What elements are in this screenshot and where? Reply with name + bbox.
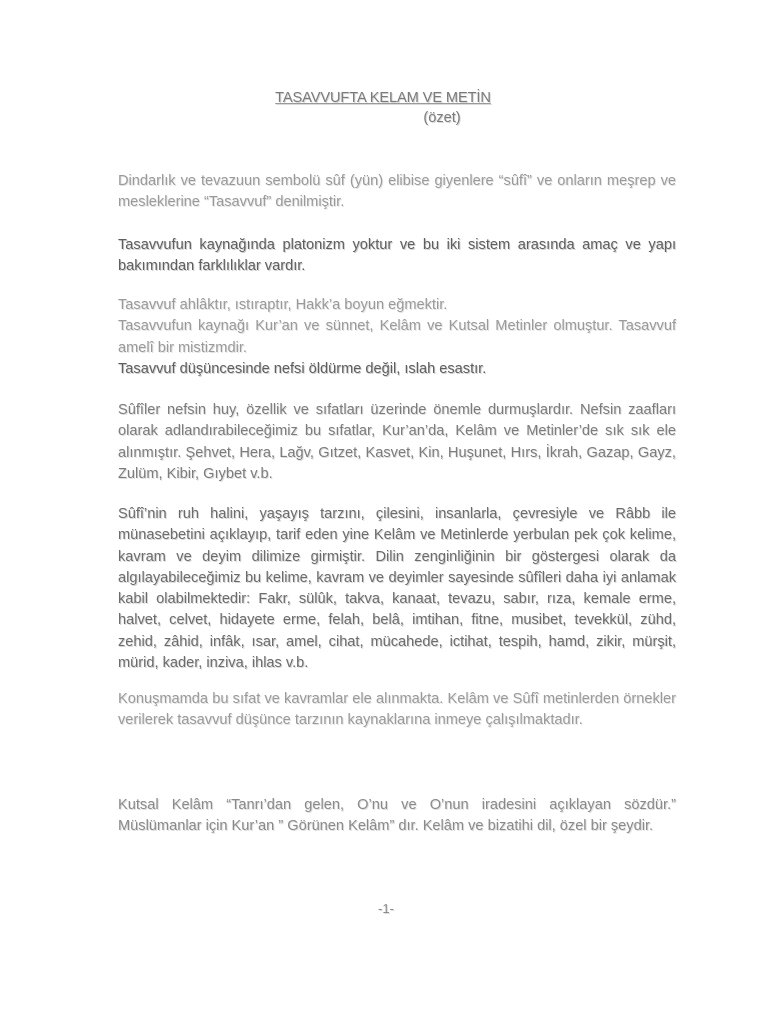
document-subtitle: (özet): [423, 110, 461, 126]
paragraph-2: Tasavvufun kaynağında platonizm yoktur ve bu iki sistem arasında amaç ve yapı bakımından farklılıklar vardır.: [118, 237, 676, 275]
paragraph-5: Sûfî’nin ruh halini, yaşayış tarzını, çilesini, insanlarla, çevresiyle ve Râbb ile münasebetini açıklayıp, tarif eden yine Kelâm ve Metinlerde yerbulan pek çok kelime, kavram ve deyim dilimize girmiştir. Dilin zenginliğinin bir göstergesi olarak da algılayabileceğimiz bu kelime, kavram ve deyimler sayesinde sûfîleri daha iyi anlamak kabil olabilmektedir: Fakr, sülûk, takva, kanaat, tevazu, sabır, rıza, kemale erme, halvet, celvet, hidayete erme, felah, belâ, imtihan, fitne, musibet, tevekkül, zühd, zehid, zâhid, infâk, ısar, amel, cihat, mücahede, ictihat, tespih, hamd, zikir, mürşit, mürid, kader, inziva, ihlas v.b.: [118, 506, 676, 672]
paragraph-6: Konuşmamda bu sıfat ve kavramlar ele alınmakta. Kelâm ve Sûfî metinlerden örnekler verilerek tasavvuf düşünce tarzının kaynaklarına inmeye çalışılmaktadır.: [118, 691, 676, 729]
paragraph-1: Dindarlık ve tevazuun sembolü sûf (yün) elibise giyenlere “sûfî” ve onların meşrep ve mesleklerine “Tasavvuf” denilmiştir.: [118, 173, 676, 211]
paragraph-4: Sûfîler nefsin huy, özellik ve sıfatları üzerinde önemle durmuşlardır. Nefsin zaafları olarak adlandırabileceğimiz bu sıfatlar, Kur’an’da, Kelâm ve Metinler’de sık sık ele alınmıştır. Şehvet, Hera, Lağv, Gıtzet, Kasvet, Kin, Huşunet, Hırs, İkrah, Gazap, Gayz, Zulüm, Kibir, Gıybet v.b.: [118, 402, 676, 482]
title-block: [0, 88, 768, 128]
paragraph-3-line-1: Tasavvuf ahlâktır, ıstıraptır, Hakk’a boyun eğmektir.: [118, 297, 448, 313]
paragraph-7: Kutsal Kelâm “Tanrı’dan gelen, O’nu ve O’nun iradesini açıklayan sözdür.” Müslümanlar için Kur’an ” Görünen Kelâm” dır. Kelâm ve bizatihi dil, özel bir şeydir.: [118, 797, 676, 835]
paragraph-3-line-3: Tasavvuf düşüncesinde nefsi öldürme değil, ıslah esastır.: [118, 360, 487, 377]
paragraph-3-line-2: Tasavvufun kaynağı Kur’an ve sünnet, Kelâm ve Kutsal Metinler olmuştur. Tasavvuf amelî bir mistizmdir.: [118, 318, 676, 356]
page-number: [0, 900, 768, 918]
page-number-label: -1-: [378, 901, 394, 916]
document-title: TASAVVUFTA KELAM VE METİN: [275, 90, 491, 106]
paragraph-3: [118, 295, 676, 380]
